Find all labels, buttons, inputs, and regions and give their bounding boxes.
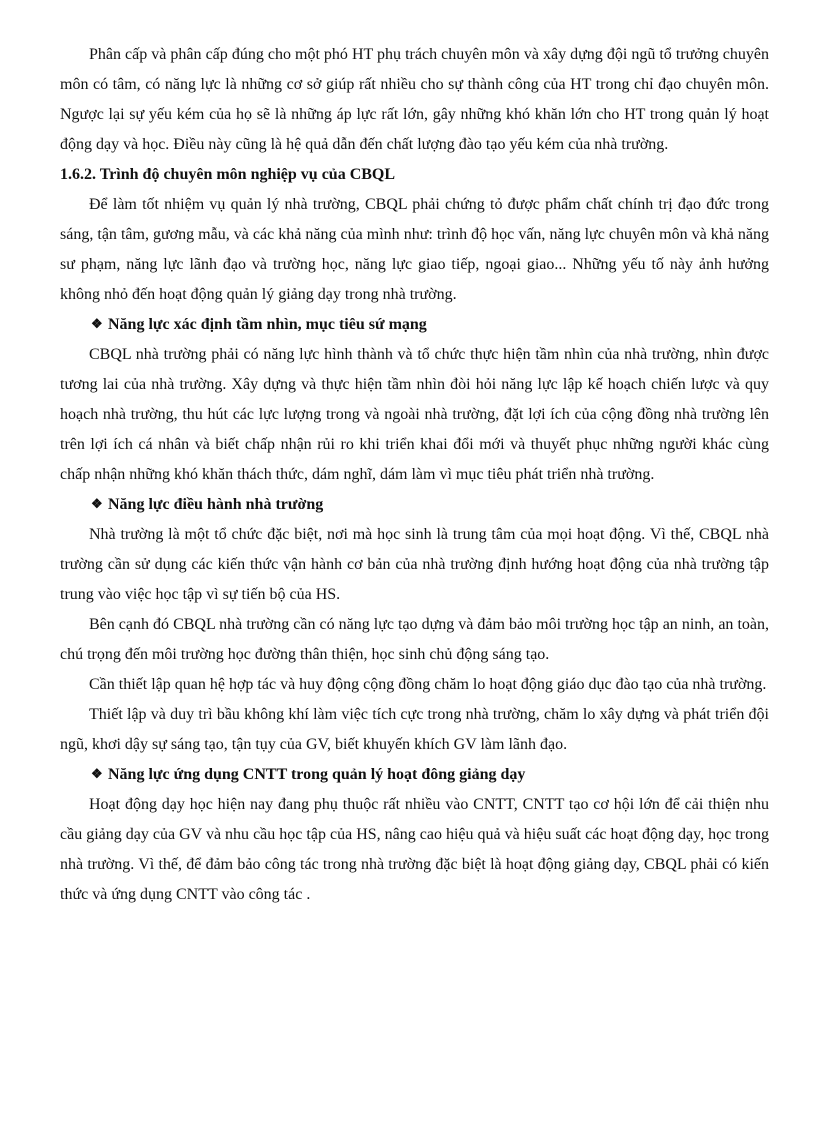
paragraph: Thiết lập và duy trì bầu không khí làm việc tích cực trong nhà trường, chăm lo xây dựng và phát triển đội ngũ, khơi dậy sự sáng tạo, tận tụy của GV, biết khuyến khích GV làm lãnh đạo. <box>60 706 769 753</box>
paragraph: Nhà trường là một tổ chức đặc biệt, nơi mà học sinh là trung tâm của mọi hoạt động. Vì thế, CBQL nhà trường cần sử dụng các kiến thức vận hành cơ bản của nhà trường định hướng hoạt động của nhà trường tập trung vào việc học tập vì sự tiến bộ của HS. <box>60 526 769 603</box>
bullet-heading <box>60 490 769 520</box>
diamond-bullet-icon: ❖ <box>91 766 103 781</box>
paragraph: Để làm tốt nhiệm vụ quản lý nhà trường, CBQL phải chứng tỏ được phẩm chất chính trị đạo đức trong sáng, tận tâm, gương mẫu, và các khả năng của mình như: trình độ học vấn, năng lực chuyên môn và khả năng sư phạm, năng lực lãnh đạo và trường học, năng lực giao tiếp, ngoại giao... Những yếu tố này ảnh hưởng không nhỏ đến hoạt động quản lý giảng dạy trong nhà trường. <box>60 196 769 303</box>
diamond-bullet-icon: ❖ <box>91 496 103 511</box>
paragraph: Hoạt động dạy học hiện nay đang phụ thuộc rất nhiều vào CNTT, CNTT tạo cơ hội lớn để cải thiện nhu cầu giảng dạy của GV và nhu cầu học tập của HS, nâng cao hiệu quả và hiệu suất các hoạt động dạy, học trong nhà trường. Vì thế, để đảm bảo công tác trong nhà trường đặc biệt là hoạt động giảng dạy, CBQL phải có kiến thức và ứng dụng CNTT vào công tác . <box>60 796 769 903</box>
bullet-heading <box>60 760 769 790</box>
paragraph: Phân cấp và phân cấp đúng cho một phó HT phụ trách chuyên môn và xây dựng đội ngũ tổ trưởng chuyên môn có tâm, có năng lực là những cơ sở giúp rất nhiều cho sự thành công của HT trong chỉ đạo chuyên môn. Ngược lại sự yếu kém của họ sẽ là những áp lực rất lớn, gây những khó khăn lớn cho HT trong quản lý hoạt động dạy và học. Điều này cũng là hệ quả dẫn đến chất lượng đào tạo yếu kém của nhà trường. <box>60 46 769 153</box>
diamond-bullet-icon: ❖ <box>91 316 103 331</box>
bullet-heading-text: Năng lực ứng dụng CNTT trong quản lý hoạt đông giảng dạy <box>108 766 526 783</box>
paragraph: CBQL nhà trường phải có năng lực hình thành và tổ chức thực hiện tầm nhìn của nhà trường, nhìn được tương lai của nhà trường. Xây dựng và thực hiện tầm nhìn đòi hỏi năng lực lập kế hoạch chiến lược và quy hoạch nhà trường, thu hút các lực lượng trong và ngoài nhà trường, đặt lợi ích của cộng đồng nhà trường lên trên lợi ích cá nhân và biết chấp nhận rủi ro khi triển khai đổi mới và thuyết phục những người khác cùng chấp nhận những khó khăn thách thức, dám nghĩ, dám làm vì mục tiêu phát triển nhà trường. <box>60 346 769 483</box>
section-heading: 1.6.2. Trình độ chuyên môn nghiệp vụ của CBQL <box>60 166 396 183</box>
document-page <box>60 40 769 910</box>
paragraph: Bên cạnh đó CBQL nhà trường cần có năng lực tạo dựng và đảm bảo môi trường học tập an ninh, an toàn, chú trọng đến môi trường học đường thân thiện, học sinh chủ động sáng tạo. <box>60 616 769 663</box>
bullet-heading-text: Năng lực điều hành nhà trường <box>108 496 324 513</box>
bullet-heading-text: Năng lực xác định tầm nhìn, mục tiêu sứ mạng <box>108 316 427 333</box>
paragraph: Cần thiết lập quan hệ hợp tác và huy động cộng đồng chăm lo hoạt động giáo dục đào tạo của nhà trường. <box>89 676 767 693</box>
bullet-heading <box>60 310 769 340</box>
